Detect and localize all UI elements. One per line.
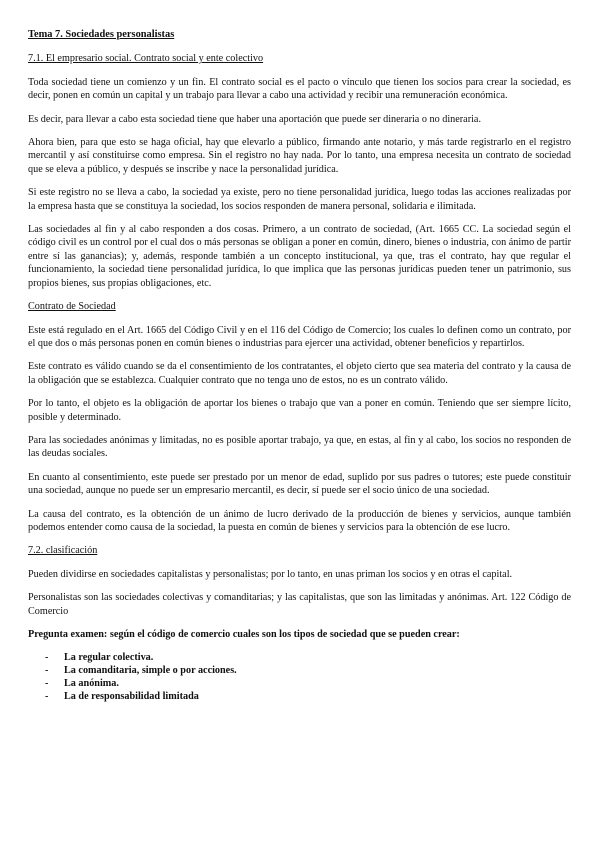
section-heading-7-1: 7.1. El empresario social. Contrato social y ente colectivo	[28, 53, 264, 65]
paragraph: Pueden dividirse en sociedades capitalistas y personalistas; por lo tanto, en unas priman los socios y en otras el capital.	[28, 568, 513, 580]
list-item-text: La anónima.	[64, 678, 119, 690]
bullet-dash: -	[45, 691, 49, 703]
bullet-dash: -	[45, 652, 49, 664]
paragraph: Personalistas son las sociedades colectivas y comanditarias; y las capitalistas, que son las limitadas y anónimas. Art. 122 Código de Comercio	[28, 592, 571, 617]
list-item	[28, 664, 571, 677]
paragraph: Es decir, para llevar a cabo esta sociedad tiene que haber una aportación que puede ser dineraria o no dineraria.	[28, 113, 481, 125]
paragraph: Este está regulado en el Art. 1665 del Código Civil y en el 116 del Código de Comercio; los cuales lo definen como un contrato, por el que dos o más personas ponen en común bienes o industrias para ejercer una actividad, obtener beneficios y repartirlos.	[28, 324, 571, 349]
paragraph: Para las sociedades anónimas y limitadas, no es posible aportar trabajo, ya que, en estas, al fin y al cabo, los socios no responden de las deudas sociales.	[28, 434, 571, 460]
society-types-list	[28, 651, 571, 703]
list-item-text: La regular colectiva.	[64, 652, 154, 664]
list-item-text: La de responsabilidad limitada	[64, 691, 199, 703]
list-item	[28, 677, 571, 690]
paragraph: Si este registro no se lleva a cabo, la sociedad ya existe, pero no tiene personalidad jurídica, luego todas las acciones realizadas por la empresa hasta que se constituya la sociedad, los socios responden de manera personal, solidaria e ilimitada.	[28, 187, 571, 212]
paragraph: Por lo tanto, el objeto es la obligación de aportar los bienes o trabajo que van a poner en común. Teniendo que ser siempre lícito, posible y determinado.	[28, 398, 571, 423]
paragraph: Toda sociedad tiene un comienzo y un fin. El contrato social es el pacto o vínculo que tienen los socios para crear la sociedad, es decir, ponen en común un capital y un trabajo para llevar a cabo una actividad y recibir una remuneración económica.	[28, 76, 571, 102]
list-item-text: La comanditaria, simple o por acciones.	[64, 665, 237, 677]
bullet-dash: -	[45, 678, 49, 690]
exam-question: Pregunta examen: según el código de comercio cuales son los tipos de sociedad que se pueden crear:	[28, 629, 460, 640]
paragraph: La causa del contrato, es la obtención de un ánimo de lucro derivado de la producción de bienes y servicios, aunque también podemos entender como causa de la sociedad, la puesta en común de bienes y servicios para la obtención de ese lucro.	[28, 508, 571, 533]
document-title: Tema 7. Sociedades personalistas	[28, 29, 175, 40]
paragraph: Este contrato es válido cuando se da el consentimiento de los contratantes, el objeto cierto que sea materia del contrato y la causa de la obligación que se establezca. Cualquier contrato que no tenga uno de estos, no es un contrato válido.	[28, 361, 571, 386]
bullet-dash: -	[45, 665, 49, 677]
section-heading-contrato: Contrato de Sociedad	[28, 301, 116, 313]
paragraph: Las sociedades al fin y al cabo responden a dos cosas. Primero, a un contrato de sociedad, (Art. 1665 CC. La sociedad según el código civil es un control por el cual dos o más personas se obligan a poner en común, dinero, bienes o industria, con ánimo de partir entre sí las ganancias); y, además, responde también a un concepto institucional, ya que, tras el contrato, hay que regular el funcionamiento, la sociedad tiene personalidad jurídica, lo que implica que las personas jurídicas pueden tener un patrimonio, sus propios bienes, sus propias obligaciones, etc.	[28, 224, 571, 289]
paragraph: Ahora bien, para que esto se haga oficial, hay que elevarlo a público, firmando ante notario, y más tarde registrarlo en el registro mercantil y así constituirse como empresa. Sin el registro no hay nada. Por lo tanto, una empresa necesita un contrato de sociedad que se eleva a público, y después se inscribe y nace la personalidad jurídica.	[28, 137, 571, 175]
section-heading-7-2: 7.2. clasificación	[28, 545, 98, 557]
list-item	[28, 690, 571, 703]
document-page	[28, 28, 571, 703]
list-item	[28, 651, 571, 664]
paragraph: En cuanto al consentimiento, este puede ser prestado por un menor de edad, suplido por sus padres o tutores; este puede constituir una sociedad, aunque no puede ser un empresario mercantil, es decir, sí puede ser el socio único de una sociedad.	[28, 471, 571, 497]
